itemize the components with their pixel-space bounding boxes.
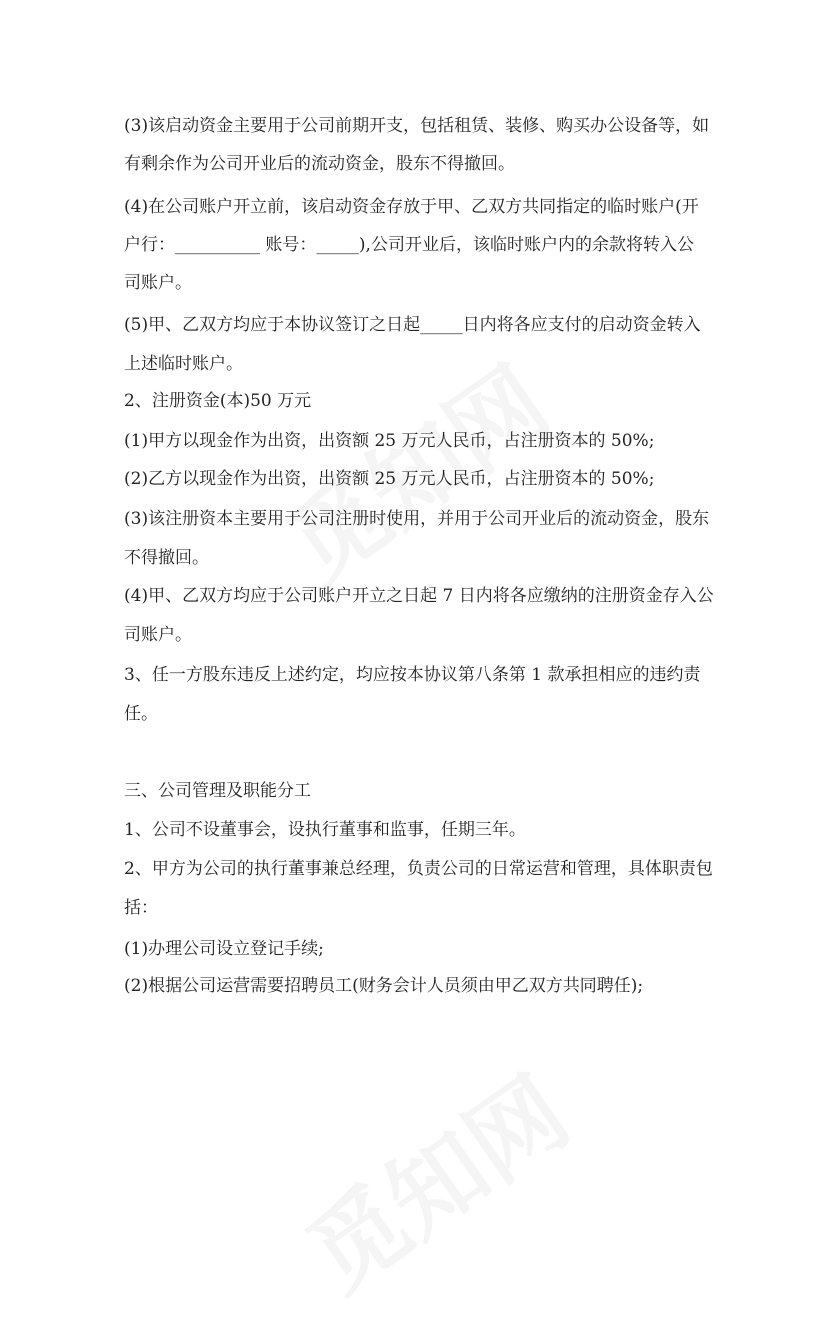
text-line: (5)甲、乙双方均应于本协议签订之日起_____日内将各应支付的启动资金转入 [124, 315, 701, 335]
text-line: 括： [124, 898, 158, 918]
text-line: (2)乙方以现金作为出资，出资额 25 万元人民币，占注册资本的 50%; [124, 469, 655, 489]
text-line: (3)该启动资金主要用于公司前期开支，包括租赁、装修、购买办公设备等，如 [124, 116, 710, 136]
text-line: (1)办理公司设立登记手续; [124, 939, 324, 959]
text-line: 司账户。 [124, 273, 192, 293]
text-line: 户行：__________ 账号：_____),公司开业后，该临时账户内的余款将转入公 [124, 235, 694, 255]
section-heading: 三、公司管理及职能分工 [124, 781, 311, 801]
text-line: 1、公司不设董事会，设执行董事和监事，任期三年。 [124, 820, 526, 840]
watermark [277, 1040, 591, 1317]
text-line: 2、甲方为公司的执行董事兼总经理，负责公司的日常运营和管理，具体职责包 [124, 859, 713, 879]
text-line: (2)根据公司运营需要招聘员工(财务会计人员须由甲乙双方共同聘任); [124, 976, 644, 996]
text-line: 司账户。 [124, 625, 192, 645]
text-line: (4)甲、乙双方均应于公司账户开立之日起 7 日内将各应缴纳的注册资金存入公 [124, 586, 714, 606]
text-line: 2、注册资金(本)50 万元 [124, 391, 312, 411]
text-line: (1)甲方以现金作为出资，出资额 25 万元人民币，占注册资本的 50%; [124, 431, 655, 451]
text-line: (4)在公司账户开立前，该启动资金存放于甲、乙双方共同指定的临时账户(开 [124, 197, 699, 217]
text-line: 有剩余作为公司开业后的流动资金，股东不得撤回。 [124, 154, 515, 174]
text-line: (3)该注册资本主要用于公司注册时使用，并用于公司开业后的流动资金，股东 [124, 509, 710, 529]
text-line: 上述临时账户。 [124, 354, 243, 374]
text-line: 任。 [124, 704, 158, 724]
text-line: 不得撤回。 [124, 548, 209, 568]
text-line: 3、任一方股东违反上述约定，均应按本协议第八条第 1 款承担相应的违约责 [124, 665, 701, 685]
